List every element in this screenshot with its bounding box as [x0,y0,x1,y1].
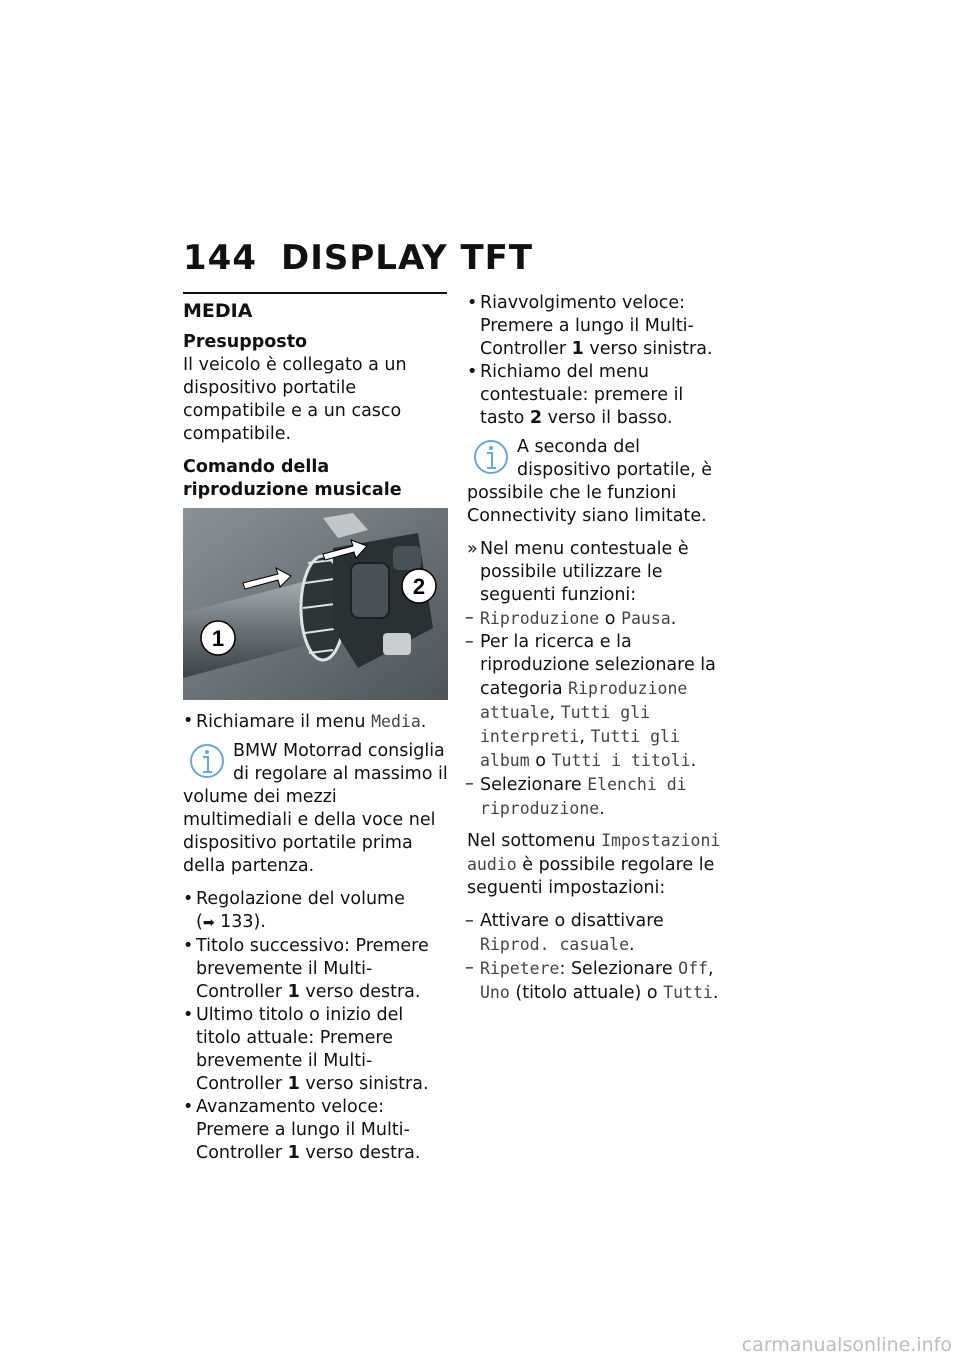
list-item: • Richiamo del menu contestuale: premere il tasto 2 verso il basso. [467,361,732,430]
right-list-1 [467,292,732,430]
note-text: A seconda del dispositivo portatile, è possibile che le funzioni Connectivity siano limitate. [467,437,713,526]
page-ref-arrow-icon: ➡ [202,915,215,931]
list-item: » Nel menu contestuale è possibile utilizzare le seguenti funzioni: [467,539,689,605]
section-title: MEDIA [183,300,253,322]
list-item: – Attivare o disattivare Riprod. casuale. [467,910,732,957]
page-ref[interactable]: 133 [220,912,254,932]
list-item: • Ultimo titolo o inizio del titolo attuale: Premere brevemente il Multi-Controller 1 verso sinistra. [183,1004,448,1096]
left-list-1 [183,710,448,734]
list-item: • Avanzamento veloce: Premere a lungo il Multi-Controller 1 verso destra. [183,1096,448,1165]
list-item: • Regolazione del volume (➡ 133). [183,888,448,935]
list-item: • Titolo successivo: Premere brevemente il Multi-Controller 1 verso destra. [183,935,448,1004]
handlebar-controls-figure [183,508,448,700]
watermark: carmanualsonline.info [741,1334,952,1356]
page-title: DISPLAY TFT [281,238,534,278]
list-item: • Riavvolgimento veloce: Premere a lungo il Multi-Controller 1 verso sinistra. [467,292,732,361]
chevron-right-icon: » [467,539,478,559]
page-number: 144 [183,238,257,278]
left-list-2 [183,888,448,1165]
callout-1: 1 [211,626,225,651]
list-item: • Richiamare il menu Media. [183,710,448,734]
list-item: – Riproduzione o Pausa. [467,607,732,631]
section-rule [183,292,447,294]
presupposto-heading: Presupposto [183,332,308,352]
info-note [183,740,448,878]
left-column [183,292,448,1171]
info-note [467,436,732,528]
info-icon [189,742,225,782]
dash-list [467,607,732,821]
right-column [467,292,732,1013]
info-icon [473,438,509,478]
page-header [183,238,533,278]
handlebar-illustration [183,508,448,700]
comando-heading: Comando della riproduzione musicale [183,457,402,500]
note-text: BMW Motorrad consiglia di regolare al massimo il volume dei mezzi multimediali e della voce nel dispositivo portatile prima della partenza. [183,741,448,876]
submenu-text: Nel sottomenu Impostazioni audio è possibile regolare le seguenti impostazioni: [467,831,721,898]
list-item: – Selezionare Elenchi di riproduzione. [467,773,732,821]
settings-list [467,910,732,1005]
presupposto-text: Il veicolo è collegato a un dispositivo portatile compatibile e a un casco compatibile. [183,355,407,444]
list-item: – Per la ricerca e la riproduzione selezionare la categoria Riproduzione attuale, Tutti gli interpreti, Tutti gli album o Tutti i titoli. [467,631,732,773]
list-item: – Ripetere: Selezionare Off, Uno (titolo attuale) o Tutti. [467,957,732,1005]
callout-2: 2 [412,574,426,599]
